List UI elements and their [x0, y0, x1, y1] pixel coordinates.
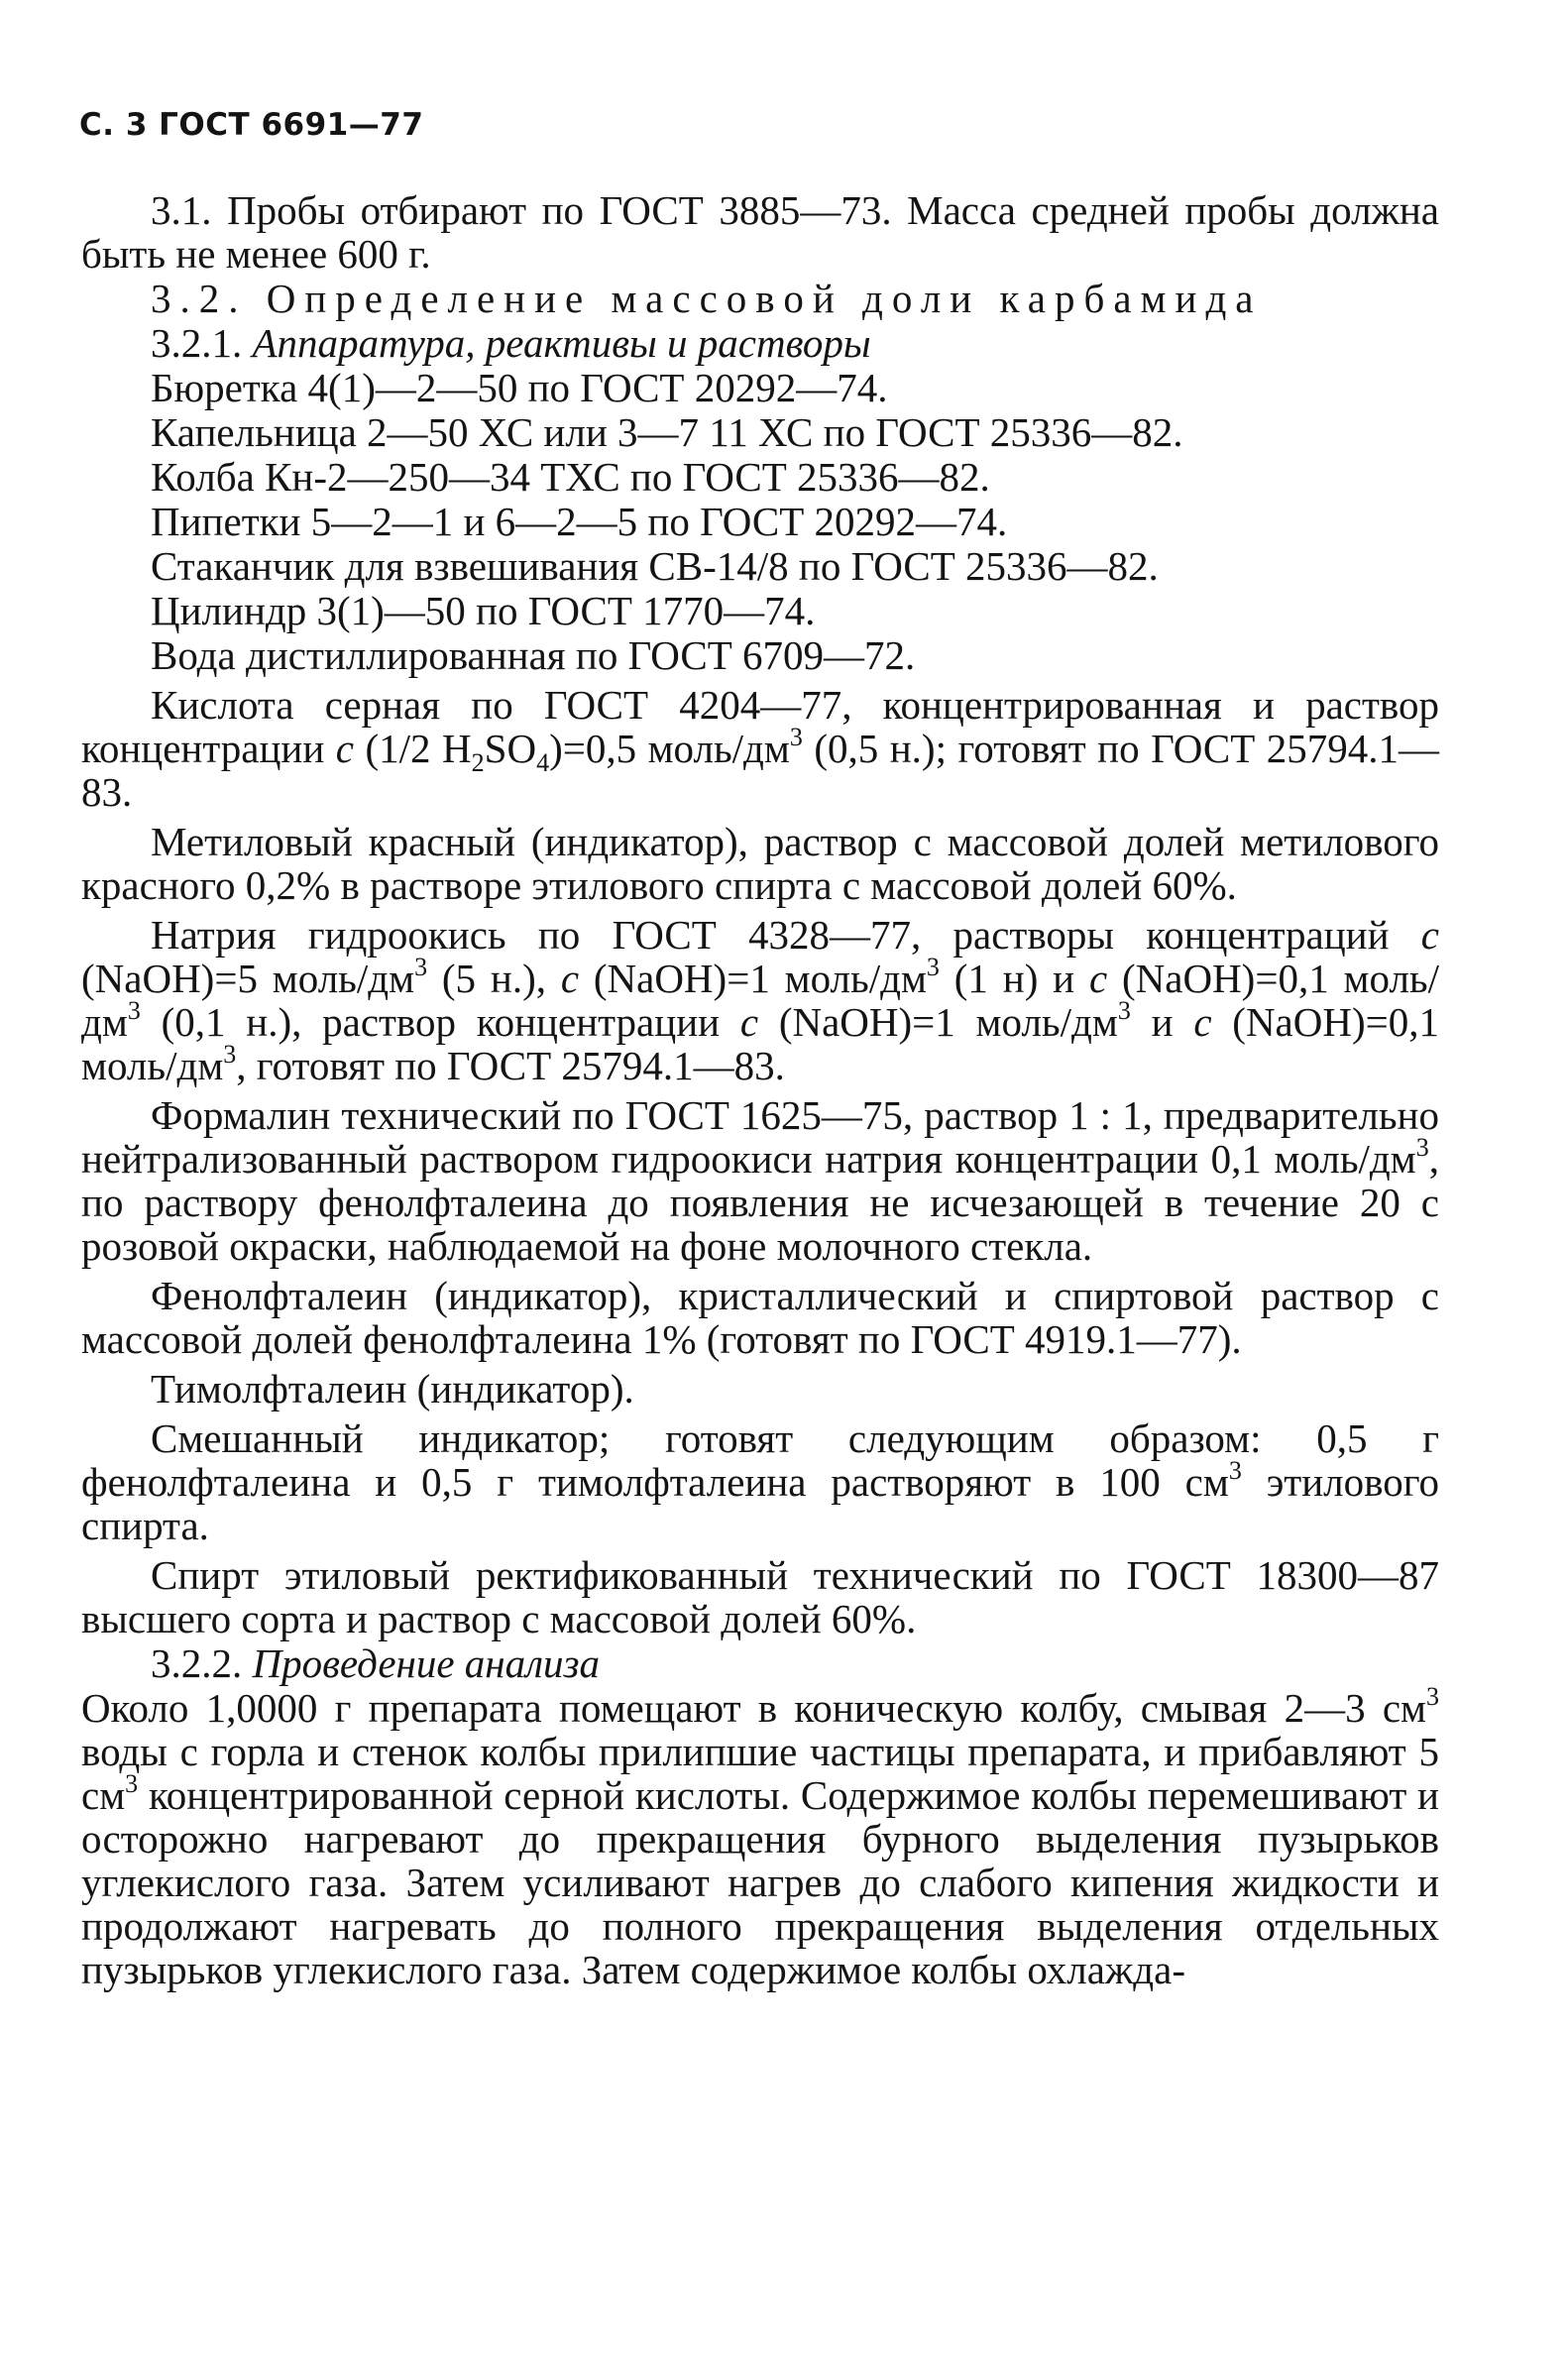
item-sodium-hydroxide — [81, 913, 1439, 1087]
item-ethanol: Спирт этиловый ректификованный технический по ГОСТ 18300—87 высшего сорта и раствор с массовой долей 60%. — [81, 1552, 1439, 1641]
subsection-title: Проведение анализа — [252, 1640, 601, 1686]
text-run: (0,5 н.); готовят по ГОСТ 25794.1—83. — [81, 726, 1439, 815]
subsection-title: Аппаратура, реактивы и растворы — [252, 320, 871, 366]
text-run: , по раствору фенолфталеина до появления не исчезающей в течение 20 с розовой окраски, наблюдаемой на фоне молочного стекла. — [81, 1136, 1439, 1269]
text-run: (NaOH)=1 моль/дм — [579, 956, 927, 1001]
superscript: 3 — [125, 1769, 139, 1799]
text-run: Кислота серная по ГОСТ 4204—77, концентрированная и раствор концентрации — [81, 682, 1439, 771]
text-run: c — [1193, 999, 1212, 1045]
section-heading-3-2: 3.2. Определение массовой доли карбамида — [151, 276, 1263, 321]
subsection-number: 3.2.1. — [151, 320, 243, 366]
text-run: Натрия гидроокись по ГОСТ 4328—77, растворы концентраций — [151, 912, 1421, 958]
text-run: (NaOH)=0,1 моль/дм — [81, 956, 1440, 1045]
text-run: c — [1088, 956, 1108, 1001]
text-run: (1/2 H — [354, 726, 472, 771]
superscript: 3 — [127, 996, 141, 1026]
item-cylinder: Цилиндр 3(1)—50 по ГОСТ 1770—74. — [151, 588, 816, 633]
text-run: (1 н) и — [939, 956, 1089, 1001]
text-run: c — [560, 956, 580, 1001]
text-run: (0,1 н.), раствор концентрации — [140, 999, 740, 1045]
item-water: Вода дистиллированная по ГОСТ 6709—72. — [151, 632, 916, 678]
superscript: 3 — [414, 953, 428, 982]
item-sulfuric-acid — [81, 683, 1439, 814]
item-pipettes: Пипетки 5—2—1 и 6—2—5 по ГОСТ 20292—74. — [151, 499, 1008, 544]
page-header: С. 3 ГОСТ 6691—77 — [79, 107, 424, 143]
item-thymolphthalein: Тимолфталеин (индикатор). — [151, 1366, 634, 1412]
item-flask: Колба Кн-2—250—34 ТХС по ГОСТ 25336—82. — [151, 454, 990, 500]
superscript: 3 — [789, 723, 803, 752]
text-run: Формалин технический по ГОСТ 1625—75, раствор 1 : 1, предварительно нейтрализованный раствором гидроокиси натрия концентрации 0,1 моль/дм — [81, 1092, 1439, 1182]
text-run: (5 н.), — [427, 956, 561, 1001]
item-weighing-cup: Стаканчик для взвешивания СВ-14/8 по ГОСТ 25336—82. — [151, 543, 1159, 589]
text-run: этилового спирта. — [81, 1459, 1439, 1548]
document-body — [81, 188, 1439, 1992]
item-formalin — [81, 1093, 1439, 1268]
subscript: 2 — [471, 748, 485, 778]
superscript: 3 — [1426, 1682, 1439, 1712]
text-run: c — [739, 999, 759, 1045]
superscript: 3 — [926, 953, 940, 982]
text-run: , готовят по ГОСТ 25794.1—83. — [236, 1043, 785, 1088]
text-run: Около 1,0000 г препарата помещают в коническую колбу, смывая 2—3 см — [81, 1685, 1426, 1731]
paragraph-3-1: 3.1. Пробы отбирают по ГОСТ 3885—73. Масса средней пробы должна быть не менее 600 г. — [81, 187, 1439, 277]
item-mixed-indicator — [81, 1416, 1439, 1547]
item-phenolphthalein: Фенолфталеин (индикатор), кристаллический и спиртовой раствор с массовой долей фенолфталеина 1% (готовят по ГОСТ 4919.1—77). — [81, 1273, 1439, 1362]
text-run: (NaOH)=0,1 моль/дм — [81, 999, 1439, 1088]
subscript: 4 — [536, 748, 550, 778]
text-run: (NaOH)=1 моль/дм — [758, 999, 1118, 1045]
subsection-heading-3-2-1 — [81, 321, 1439, 365]
subsection-heading-3-2-2 — [81, 1641, 1439, 1685]
text-run: и — [1130, 999, 1194, 1045]
text-run: c — [1420, 912, 1439, 958]
text-run: концентрированной серной кислоты. Содержимое колбы перемешивают и осторожно нагревают до прекращения бурного выделения пузырьков углекислого газа. Затем усиливают нагрев до слабого кипения жидкости и продолжают нагревать до полного прекращения выделения отдельных пузырьков углекислого газа. Затем содержимое колбы охлажда- — [81, 1772, 1439, 1992]
subsection-number: 3.2.2. — [151, 1640, 243, 1686]
superscript: 3 — [1117, 996, 1131, 1026]
item-burette: Бюретка 4(1)—2—50 по ГОСТ 20292—74. — [151, 365, 888, 410]
superscript: 3 — [223, 1040, 237, 1070]
item-methyl-red: Метиловый красный (индикатор), раствор с массовой долей метилового красного 0,2% в растворе этилового спирта с массовой долей 60%. — [81, 819, 1439, 908]
analysis-procedure — [81, 1682, 1439, 1992]
text-run: )=0,5 моль/дм — [549, 726, 790, 771]
superscript: 3 — [1228, 1456, 1242, 1486]
text-run: c — [335, 726, 354, 771]
text-run: Смешанный индикатор; готовят следующим образом: 0,5 г фенолфталеина и 0,5 г тимолфталеина растворяют в 100 см — [81, 1415, 1439, 1505]
text-run: (NaOH)=5 моль/дм — [81, 956, 415, 1001]
text-run: воды с горла и стенок колбы прилипшие частицы препарата, и прибавляют 5 см — [81, 1729, 1439, 1818]
superscript: 3 — [1415, 1133, 1429, 1163]
text-run: SO — [484, 726, 537, 771]
item-dropper: Капельница 2—50 ХС или 3—7 11 ХС по ГОСТ 25336—82. — [151, 409, 1183, 455]
